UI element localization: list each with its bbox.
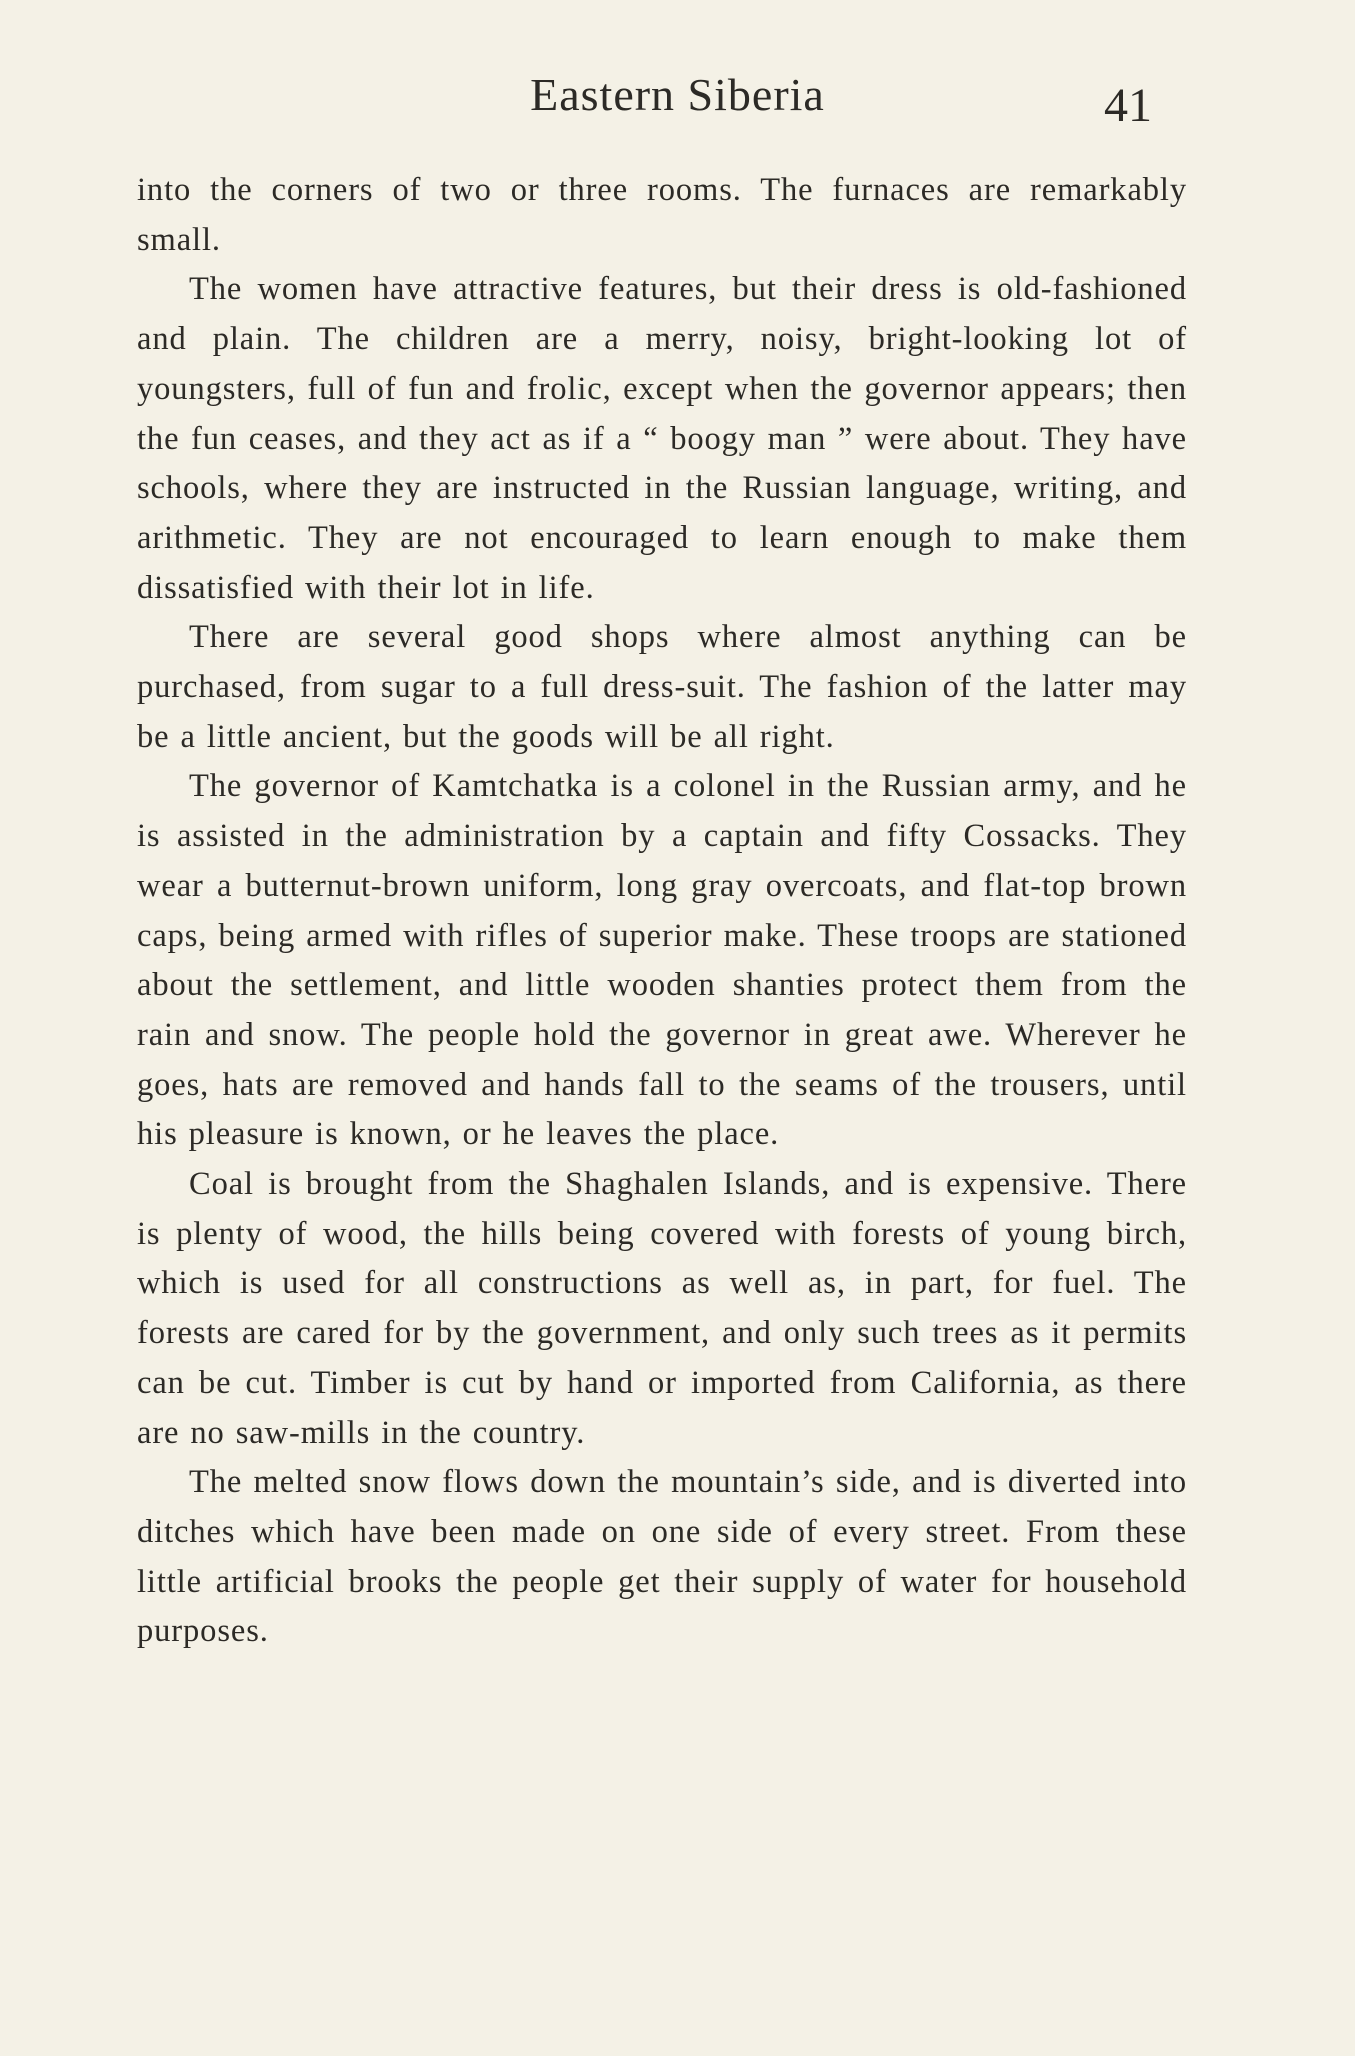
paragraph-shops: There are several good shops where almost anything can be purchased, from sugar to a full dress-suit. The fashion of the latter may be a little ancient, but the goods will be all right. <box>137 619 1187 755</box>
paragraph-women-children: The women have attractive features, but their dress is old-fashioned and plain. The children are a merry, noisy, bright-looking lot of youngsters, full of fun and frolic, except when the governor appears; then the fun ceases, and they act as if a “ boogy man ” were about. They have schools, where they are instructed in the Russian language, writing, and arithmetic. They are not encouraged to learn enough to make them dissatisfied with their lot in life. <box>137 271 1187 606</box>
paragraph-governor: The governor of Kamtchatka is a colonel in the Russian army, and he is assisted in the administration by a captain and fifty Cossacks. They wear a butternut-brown uniform, long gray overcoats, and flat-top brown caps, being armed with rifles of superior make. These troops are stationed about the settlement, and little wooden shanties protect them from the rain and snow. The people hold the governor in great awe. Wherever he goes, hats are removed and hands fall to the seams of the trousers, until his pleasure is known, or he leaves the place. <box>137 768 1187 1153</box>
page-number: 41 <box>1104 79 1152 132</box>
running-title: Eastern Siberia <box>530 69 825 120</box>
body-text <box>137 166 1187 1657</box>
paragraph-continued: into the corners of two or three rooms. The furnaces are remarkably small. <box>137 172 1187 258</box>
paragraph-water: The melted snow flows down the mountain’s side, and is diverted into ditches which have been made on one side of every street. From these little artificial brooks the people get their supply of water for household purposes. <box>137 1464 1187 1650</box>
paragraph-coal-wood: Coal is brought from the Shaghalen Islands, and is expensive. There is plenty of wood, the hills being covered with forests of young birch, which is used for all constructions as well as, in part, for fuel. The forests are cared for by the government, and only such trees as it permits can be cut. Timber is cut by hand or imported from California, as there are no saw-mills in the country. <box>137 1166 1187 1451</box>
